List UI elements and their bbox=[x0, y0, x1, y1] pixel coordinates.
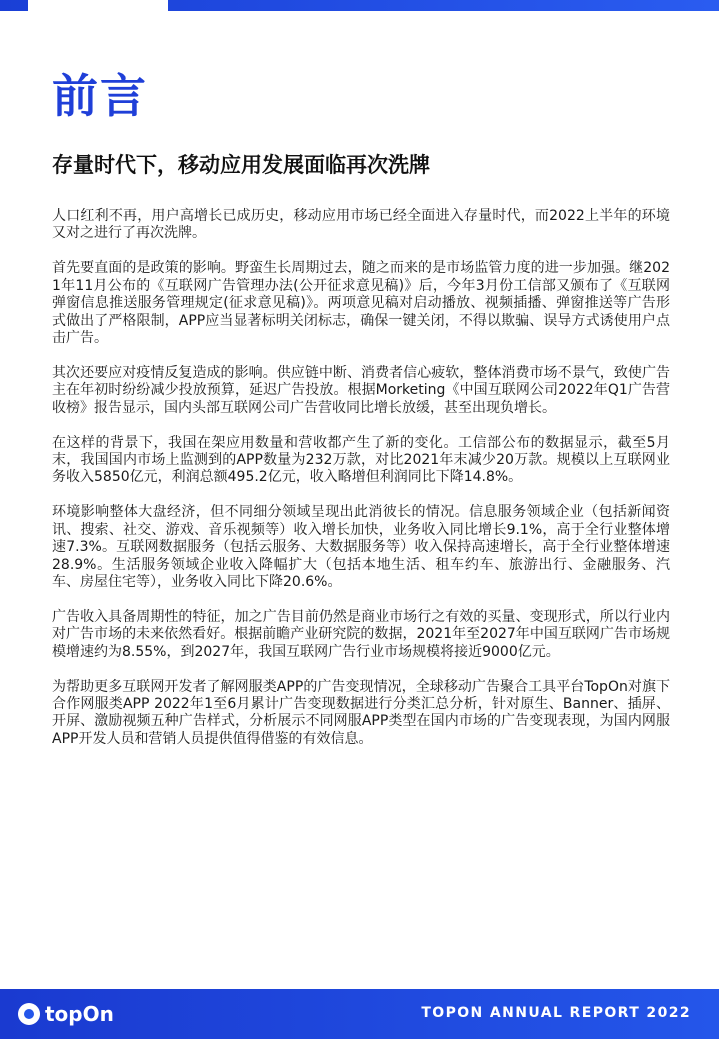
paragraph-4: 在这样的背景下，我国在架应用数量和营收都产生了新的变化。工信部公布的数据显示，截至5月末，我国国内市场上监测到的APP数量为232万款，对比2021年末减少20万款。规模以上互联网业务收入5850亿元，利润总额495.2亿元，收入略增但利润同比下降14.8%。 bbox=[52, 434, 670, 486]
paragraph-3: 其次还要应对疫情反复造成的影响。供应链中断、消费者信心疲软，整体消费市场不景气，致使广告主在年初时纷纷减少投放预算，延迟广告投放。根据Morketing《中国互联网公司2022年Q1广告营收榜》报告显示，国内头部互联网公司广告营收同比增长放缓，甚至出现负增长。 bbox=[52, 364, 670, 416]
paragraph-7: 为帮助更多互联网开发者了解网服类APP的广告变现情况，全球移动广告聚合工具平台TopOn对旗下合作网服类APP 2022年1至6月累计广告变现数据进行分类汇总分析，针对原生、Banner、插屏、开屏、激励视频五种广告样式，分析展示不同网服APP类型在国内市场的广告变现表现，为国内网服APP开发人员和营销人员提供值得借鉴的有效信息。 bbox=[52, 678, 670, 747]
paragraph-5: 环境影响整体大盘经济，但不同细分领域呈现出此消彼长的情况。信息服务领域企业（包括新闻资讯、搜索、社交、游戏、音乐视频等）收入增长加快，业务收入同比增长9.1%，高于全行业整体增速7.3%。互联网数据服务（包括云服务、大数据服务等）收入保持高速增长，高于全行业整体增速28.9%。生活服务领域企业收入降幅扩大（包括本地生活、租车约车、旅游出行、金融服务、汽车、房屋住宅等），业务收入同比下降20.6%。 bbox=[52, 504, 670, 590]
top-accent-bar bbox=[0, 0, 719, 11]
report-label: TOPON ANNUAL REPORT 2022 bbox=[421, 1005, 691, 1021]
top-bar-tab bbox=[28, 0, 168, 11]
paragraph-1: 人口红利不再，用户高增长已成历史，移动应用市场已经全面进入存量时代，而2022上半年的环境又对之进行了再次洗牌。 bbox=[52, 208, 670, 242]
topon-logo-icon bbox=[18, 1003, 40, 1025]
paragraph-2: 首先要直面的是政策的影响。野蛮生长周期过去，随之而来的是市场监管力度的进一步加强。继2021年11月公布的《互联网广告管理办法(公开征求意见稿)》后，今年3月份工信部又颁布了《互联网弹窗信息推送服务管理规定(征求意见稿)》。两项意见稿对启动播放、视频插播、弹窗推送等广告形式做出了严格限制，APP应当显著标明关闭标志，确保一键关闭，不得以欺骗、误导方式诱使用户点击广告。 bbox=[52, 260, 670, 346]
body-text bbox=[52, 208, 670, 766]
topon-logo bbox=[18, 1001, 114, 1027]
section-subtitle: 存量时代下，移动应用发展面临再次洗牌 bbox=[52, 153, 430, 177]
logo-text: topOn bbox=[45, 1002, 114, 1026]
footer-bar bbox=[0, 989, 719, 1039]
paragraph-6: 广告收入具备周期性的特征，加之广告目前仍然是商业市场行之有效的买量、变现形式，所以行业内对广告市场的未来依然看好。根据前瞻产业研究院的数据，2021年至2027年中国互联网广告市场规模增速约为8.55%，到2027年，我国互联网广告行业市场规模将接近9000亿元。 bbox=[52, 608, 670, 660]
page-title: 前言 bbox=[52, 69, 148, 123]
